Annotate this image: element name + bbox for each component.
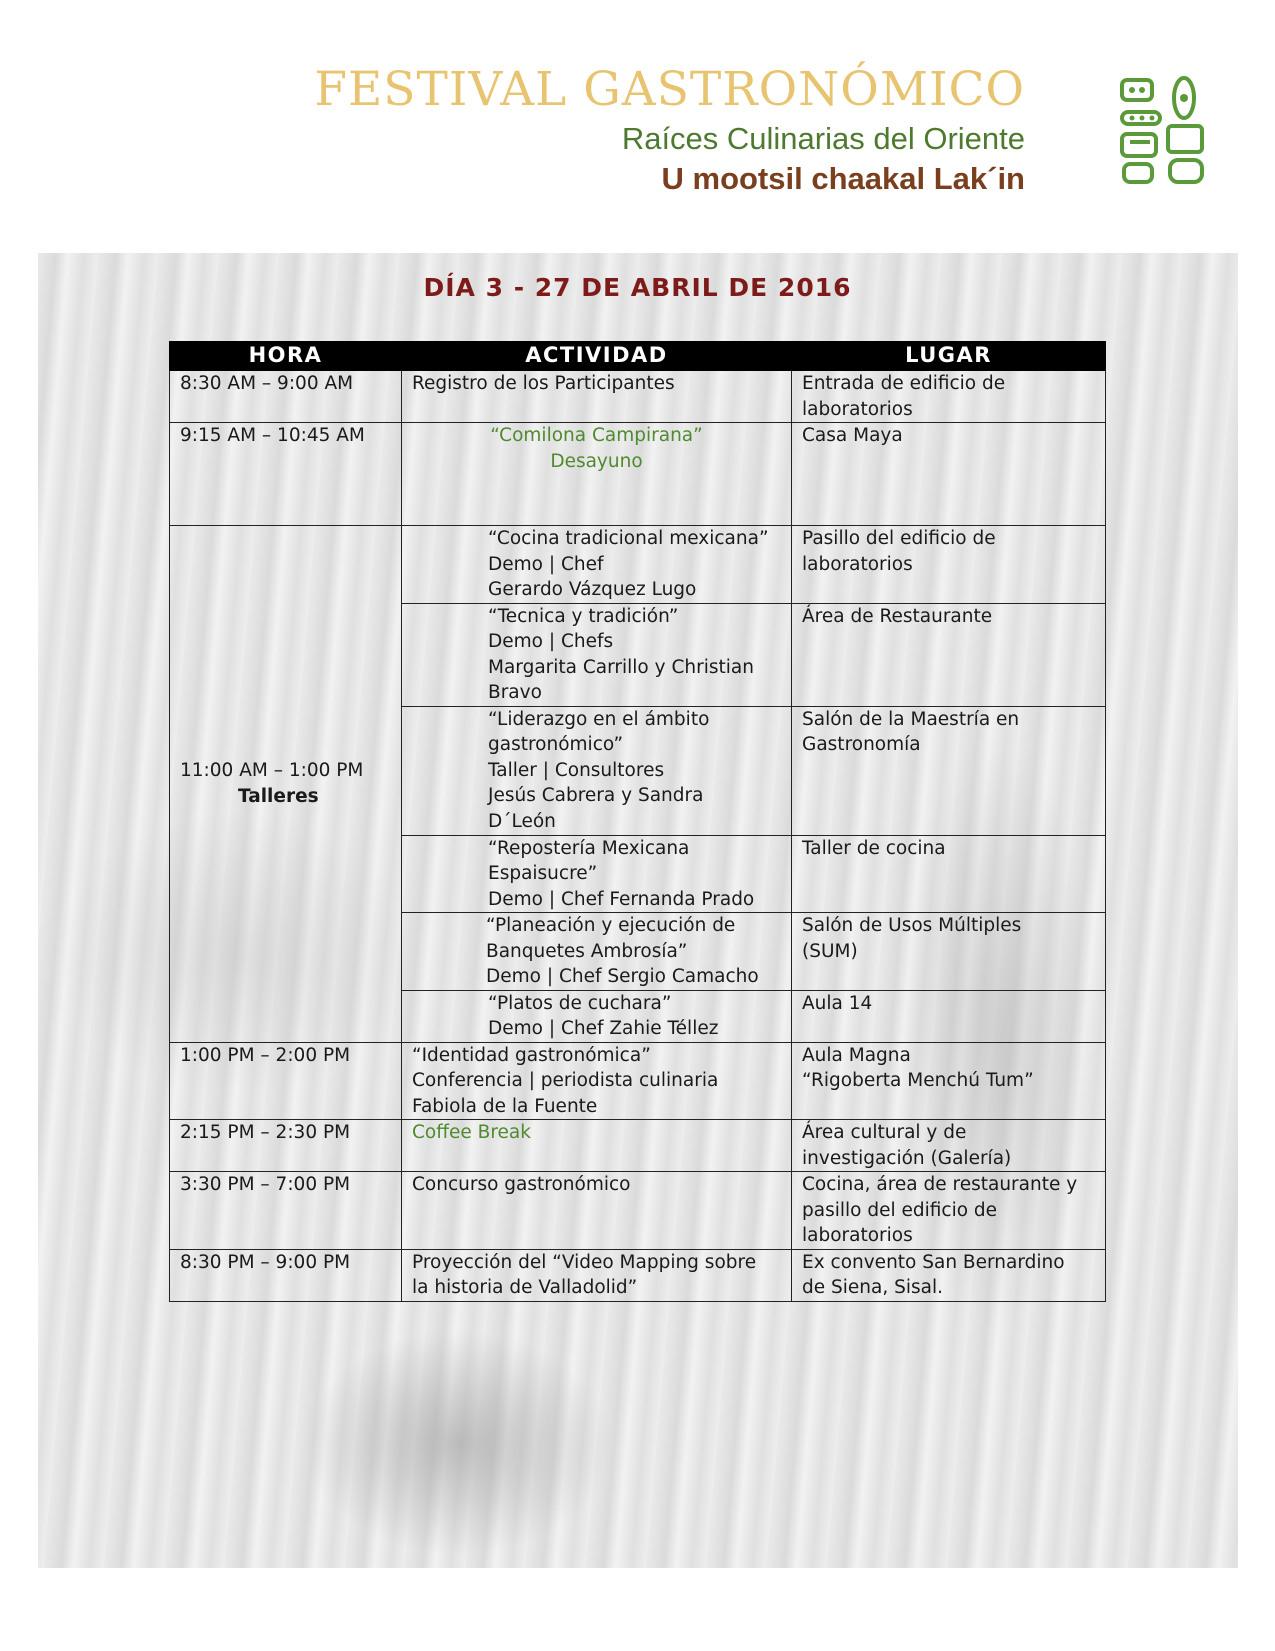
row-lugar: Salón de Usos Múltiples (SUM) [792, 913, 1106, 991]
row-actividad: “Repostería Mexicana Espaisucre” Demo | Chef Fernanda Prado [402, 835, 792, 913]
row-hora: 1:00 PM – 2:00 PM [170, 1042, 402, 1120]
day-title: DÍA 3 - 27 DE ABRIL DE 2016 [423, 273, 852, 302]
row-actividad: “Platos de cuchara” Demo | Chef Zahie Téllez [402, 990, 792, 1042]
row-hora-talleres: 11:00 AM – 1:00 PM Talleres [170, 526, 402, 1043]
row-actividad: “Planeación y ejecución de Banquetes Ambrosía” Demo | Chef Sergio Camacho [402, 913, 792, 991]
row-actividad: Concurso gastronómico [402, 1172, 792, 1250]
row-lugar: Taller de cocina [792, 835, 1106, 913]
row-lugar: Entrada de edificio de laboratorios [792, 371, 1106, 423]
festival-subtitle: Raíces Culinarias del Oriente [621, 121, 1025, 156]
row-actividad: “Cocina tradicional mexicana” Demo | Chef Gerardo Vázquez Lugo [402, 526, 792, 604]
row-lugar: Aula Magna “Rigoberta Menchú Tum” [792, 1042, 1106, 1120]
table-row [170, 1120, 1106, 1172]
row-hora: 8:30 PM – 9:00 PM [170, 1249, 402, 1301]
festival-header [314, 62, 1025, 198]
header-hora: HORA [170, 342, 402, 371]
row-actividad: “Liderazgo en el ámbito gastronómico” Taller | Consultores Jesús Cabrera y Sandra D´León [402, 706, 792, 835]
table-row [170, 526, 1106, 604]
row-hora: 2:15 PM – 2:30 PM [170, 1120, 402, 1172]
row-hora: 3:30 PM – 7:00 PM [170, 1172, 402, 1250]
table-row [170, 1042, 1106, 1120]
row-hora: 9:15 AM – 10:45 AM [170, 423, 402, 526]
table-row [170, 1249, 1106, 1301]
header-lugar: LUGAR [792, 342, 1106, 371]
row-actividad: “Identidad gastronómica” Conferencia | periodista culinaria Fabiola de la Fuente [402, 1042, 792, 1120]
row-lugar: Pasillo del edificio de laboratorios [792, 526, 1106, 604]
row-lugar: Aula 14 [792, 990, 1106, 1042]
header-actividad: ACTIVIDAD [402, 342, 792, 371]
table-row [170, 423, 1106, 526]
row-actividad: Coffee Break [402, 1120, 792, 1172]
row-lugar: Área de Restaurante [792, 603, 1106, 706]
row-lugar: Área cultural y de investigación (Galería) [792, 1120, 1106, 1172]
table-header-row [170, 342, 1106, 371]
row-actividad: Registro de los Participantes [402, 371, 792, 423]
table-row [170, 1172, 1106, 1250]
row-lugar: Ex convento San Bernardino de Siena, Sisal. [792, 1249, 1106, 1301]
row-actividad: “Tecnica y tradición” Demo | Chefs Margarita Carrillo y Christian Bravo [402, 603, 792, 706]
festival-title: FESTIVAL GASTRONÓMICO [314, 62, 1025, 117]
schedule-table [169, 341, 1106, 1302]
row-lugar: Casa Maya [792, 423, 1106, 526]
table-row [170, 371, 1106, 423]
row-actividad: Proyección del “Video Mapping sobre la historia de Valladolid” [402, 1249, 792, 1301]
row-lugar: Cocina, área de restaurante y pasillo del edificio de laboratorios [792, 1172, 1106, 1250]
row-hora: 8:30 AM – 9:00 AM [170, 371, 402, 423]
row-lugar: Salón de la Maestría en Gastronomía [792, 706, 1106, 835]
row-actividad: “Comilona Campirana” Desayuno [402, 423, 792, 526]
festival-subtitle-maya: U mootsil chaakal Lak´in [661, 161, 1025, 196]
maya-glyphs-logo [1118, 76, 1208, 186]
